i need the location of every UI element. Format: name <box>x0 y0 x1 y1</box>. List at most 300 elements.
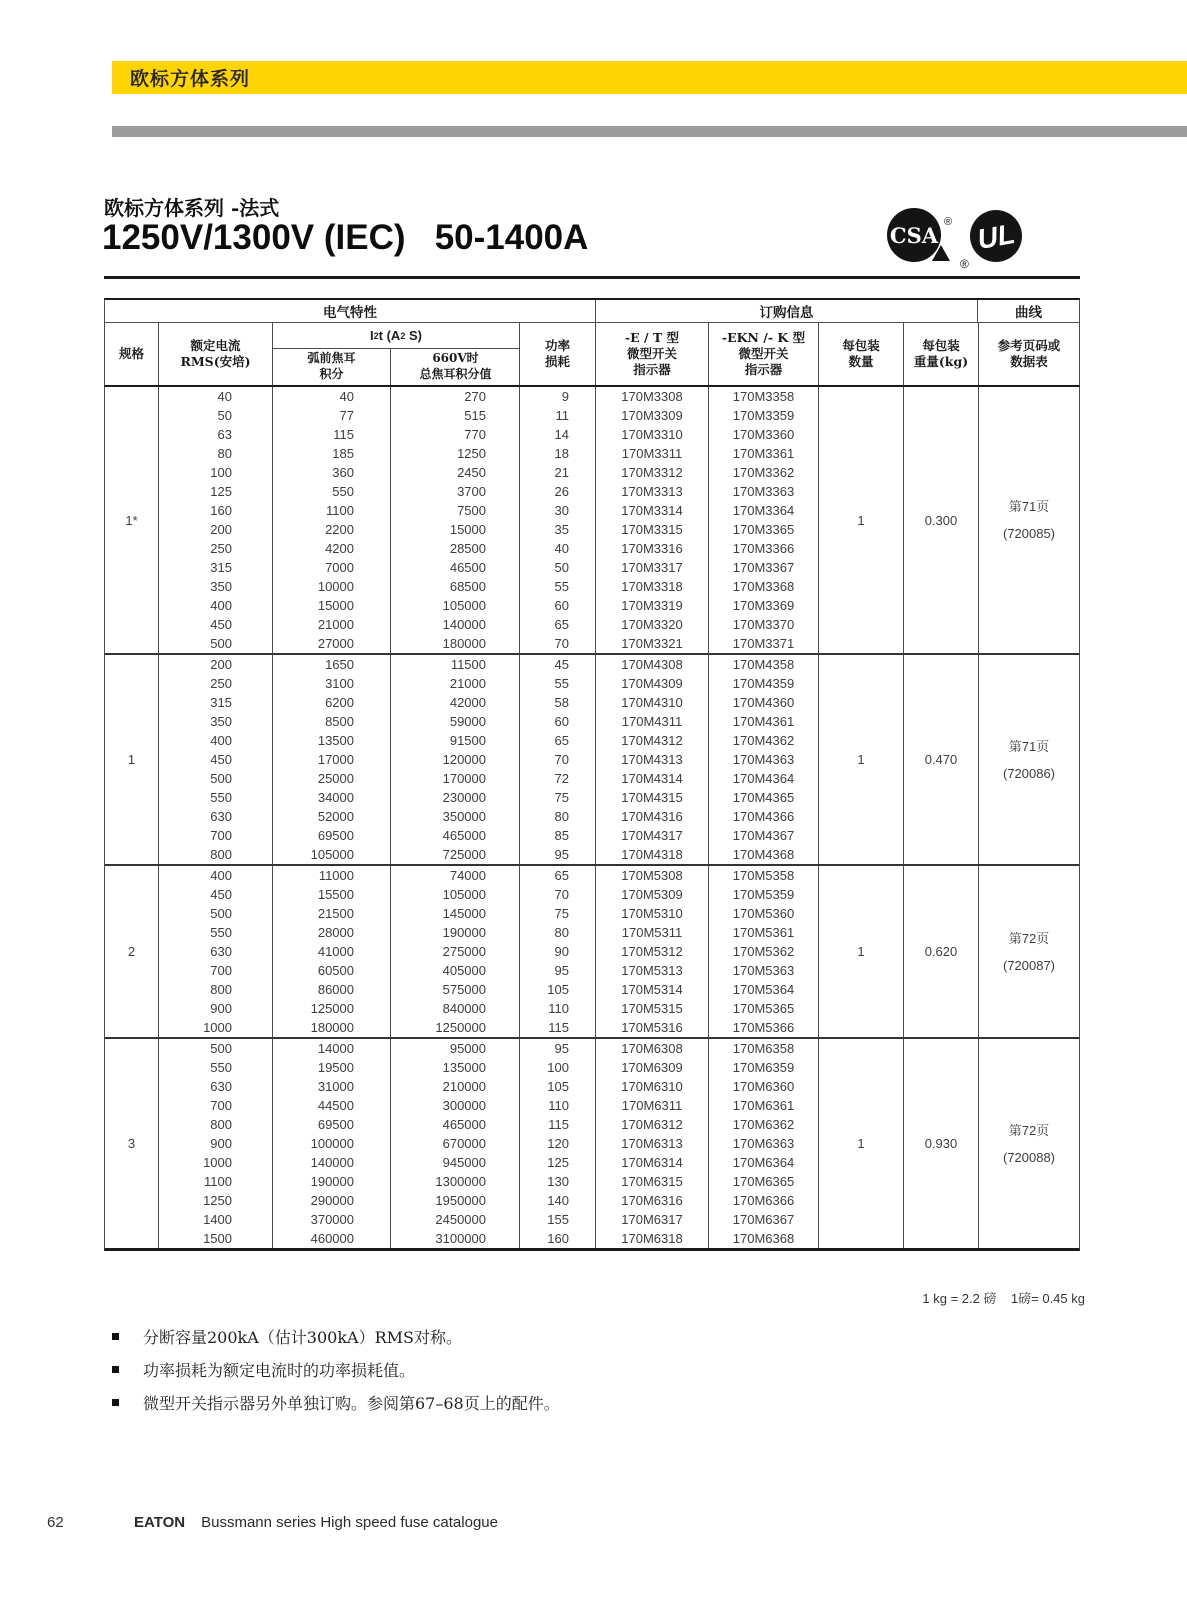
table-band-row <box>105 300 1079 323</box>
power-loss: 70 <box>520 750 596 769</box>
part-number-et: 170M4318 <box>596 845 709 864</box>
rated-current: 630 <box>159 942 273 961</box>
power-loss: 115 <box>520 1115 596 1134</box>
brand-name: EATON <box>134 1514 186 1531</box>
part-number-ekn: 170M3361 <box>709 444 819 463</box>
total-i2t-660v: 515 <box>391 406 520 425</box>
prearc-i2t: 52000 <box>273 807 391 826</box>
total-i2t-660v: 21000 <box>391 674 520 693</box>
rated-current: 1500 <box>159 1229 273 1248</box>
total-i2t-660v: 180000 <box>391 634 520 653</box>
total-i2t-660v: 2450 <box>391 463 520 482</box>
ul-registered-mark: ® <box>960 257 969 271</box>
ref-code: (720085) <box>1002 526 1056 541</box>
power-loss: 105 <box>520 980 596 999</box>
prearc-i2t: 69500 <box>273 826 391 845</box>
part-number-ekn: 170M4361 <box>709 712 819 731</box>
power-loss: 125 <box>520 1153 596 1172</box>
power-loss: 130 <box>520 1172 596 1191</box>
power-loss: 65 <box>520 866 596 885</box>
part-number-et: 170M5311 <box>596 923 709 942</box>
part-number-ekn: 170M6360 <box>709 1077 819 1096</box>
power-loss: 115 <box>520 1018 596 1037</box>
prearc-i2t: 370000 <box>273 1210 391 1229</box>
total-i2t-660v: 68500 <box>391 577 520 596</box>
power-loss: 30 <box>520 501 596 520</box>
power-loss: 65 <box>520 731 596 750</box>
total-i2t-660v: 15000 <box>391 520 520 539</box>
part-number-et: 170M6312 <box>596 1115 709 1134</box>
part-number-et: 170M3309 <box>596 406 709 425</box>
part-number-ekn: 170M3362 <box>709 463 819 482</box>
part-number-ekn: 170M3358 <box>709 387 819 406</box>
part-number-ekn: 170M4366 <box>709 807 819 826</box>
band-curves: 曲线 <box>1015 305 1042 321</box>
rated-current: 80 <box>159 444 273 463</box>
rated-current: 550 <box>159 923 273 942</box>
ref-page-cell <box>979 387 1079 653</box>
total-i2t-660v: 3700 <box>391 482 520 501</box>
ref-page-cell <box>979 655 1079 864</box>
part-number-ekn: 170M5358 <box>709 866 819 885</box>
prearc-i2t: 190000 <box>273 1172 391 1191</box>
power-loss: 95 <box>520 845 596 864</box>
part-number-et: 170M5309 <box>596 885 709 904</box>
total-i2t-660v: 465000 <box>391 826 520 845</box>
power-loss: 60 <box>520 712 596 731</box>
prearc-i2t: 105000 <box>273 845 391 864</box>
total-i2t-660v: 1250 <box>391 444 520 463</box>
part-number-et: 170M4314 <box>596 769 709 788</box>
rated-current: 400 <box>159 596 273 615</box>
part-number-ekn: 170M6361 <box>709 1096 819 1115</box>
part-number-ekn: 170M3360 <box>709 425 819 444</box>
ref-code: (720087) <box>1002 957 1056 973</box>
pack-qty-value: 1 <box>819 387 904 653</box>
prearc-i2t: 25000 <box>273 769 391 788</box>
col-pack-weight: 每包装 重量(kg) <box>904 323 979 385</box>
power-loss: 26 <box>520 482 596 501</box>
part-number-ekn: 170M4360 <box>709 693 819 712</box>
rated-current: 1100 <box>159 1172 273 1191</box>
prearc-i2t: 10000 <box>273 577 391 596</box>
power-loss: 35 <box>520 520 596 539</box>
part-number-et: 170M3319 <box>596 596 709 615</box>
part-number-ekn: 170M6367 <box>709 1210 819 1229</box>
rated-current: 1000 <box>159 1018 273 1037</box>
part-number-et: 170M5312 <box>596 942 709 961</box>
total-i2t-660v: 105000 <box>391 596 520 615</box>
part-number-et: 170M3316 <box>596 539 709 558</box>
rated-current: 50 <box>159 406 273 425</box>
total-i2t-660v: 1300000 <box>391 1172 520 1191</box>
power-loss: 90 <box>520 942 596 961</box>
rated-current: 800 <box>159 845 273 864</box>
power-loss: 100 <box>520 1058 596 1077</box>
total-i2t-660v: 145000 <box>391 904 520 923</box>
power-loss: 110 <box>520 1096 596 1115</box>
csa-certification-icon <box>884 203 956 276</box>
rated-current: 100 <box>159 463 273 482</box>
part-number-et: 170M6318 <box>596 1229 709 1248</box>
part-number-et: 170M6314 <box>596 1153 709 1172</box>
total-i2t-660v: 170000 <box>391 769 520 788</box>
total-i2t-660v: 3100000 <box>391 1229 520 1248</box>
part-number-ekn: 170M6364 <box>709 1153 819 1172</box>
prearc-i2t: 360 <box>273 463 391 482</box>
part-number-ekn: 170M5360 <box>709 904 819 923</box>
ref-page: 第72页 <box>1008 1122 1050 1138</box>
rated-current: 800 <box>159 980 273 999</box>
prearc-i2t: 27000 <box>273 634 391 653</box>
footnote-item <box>112 1353 560 1386</box>
ref-page: 第72页 <box>1008 930 1050 946</box>
power-loss: 80 <box>520 923 596 942</box>
part-number-ekn: 170M5365 <box>709 999 819 1018</box>
prearc-i2t: 460000 <box>273 1229 391 1248</box>
part-number-ekn: 170M4363 <box>709 750 819 769</box>
prearc-i2t: 77 <box>273 406 391 425</box>
part-number-ekn: 170M3370 <box>709 615 819 634</box>
prearc-i2t: 185 <box>273 444 391 463</box>
total-i2t-660v: 840000 <box>391 999 520 1018</box>
prearc-i2t: 40 <box>273 387 391 406</box>
table-header <box>104 298 1080 387</box>
square-bullet-icon <box>112 1333 119 1340</box>
catalogue-name: Bussmann series High speed fuse catalogue <box>201 1514 498 1531</box>
col-i2t <box>273 323 520 385</box>
part-number-et: 170M6316 <box>596 1191 709 1210</box>
prearc-i2t: 21500 <box>273 904 391 923</box>
power-loss: 40 <box>520 539 596 558</box>
part-number-et: 170M4313 <box>596 750 709 769</box>
square-bullet-icon <box>112 1366 119 1373</box>
ul-logo-text: UL <box>975 217 1018 255</box>
part-number-ekn: 170M4358 <box>709 655 819 674</box>
rated-current: 200 <box>159 655 273 674</box>
prearc-i2t: 180000 <box>273 1018 391 1037</box>
part-number-ekn: 170M3363 <box>709 482 819 501</box>
prearc-i2t: 125000 <box>273 999 391 1018</box>
part-number-et: 170M3317 <box>596 558 709 577</box>
rated-current: 550 <box>159 1058 273 1077</box>
spec-group-3 <box>105 1037 1079 1248</box>
rated-current: 63 <box>159 425 273 444</box>
power-loss: 75 <box>520 788 596 807</box>
spec-group-1 <box>105 653 1079 864</box>
part-number-et: 170M5310 <box>596 904 709 923</box>
power-loss: 21 <box>520 463 596 482</box>
part-number-ekn: 170M4359 <box>709 674 819 693</box>
rated-current: 550 <box>159 788 273 807</box>
ref-page-cell <box>979 1039 1079 1248</box>
prearc-i2t: 17000 <box>273 750 391 769</box>
rated-current: 500 <box>159 1039 273 1058</box>
total-i2t-660v: 42000 <box>391 693 520 712</box>
pack-qty-value: 1 <box>819 655 904 864</box>
total-i2t-660v: 405000 <box>391 961 520 980</box>
ref-page: 第71页 <box>1008 499 1050 514</box>
power-loss: 70 <box>520 885 596 904</box>
power-loss: 120 <box>520 1134 596 1153</box>
part-number-et: 170M4317 <box>596 826 709 845</box>
total-i2t-660v: 140000 <box>391 615 520 634</box>
pack-weight-value: 0.300 <box>904 387 979 653</box>
total-i2t-660v: 95000 <box>391 1039 520 1058</box>
band-electrical: 电气特性 <box>105 300 596 322</box>
total-i2t-660v: 1250000 <box>391 1018 520 1037</box>
power-loss: 9 <box>520 387 596 406</box>
total-i2t-660v: 275000 <box>391 942 520 961</box>
power-loss: 160 <box>520 1229 596 1248</box>
prearc-i2t: 31000 <box>273 1077 391 1096</box>
total-i2t-660v: 725000 <box>391 845 520 864</box>
pack-qty-value: 1 <box>819 866 904 1037</box>
rated-current: 400 <box>159 731 273 750</box>
spec-label: 1* <box>105 387 159 653</box>
table-subheader-row <box>105 323 1079 385</box>
prearc-i2t: 2200 <box>273 520 391 539</box>
part-number-ekn: 170M4364 <box>709 769 819 788</box>
csa-logo-text: CSA <box>889 223 939 248</box>
part-number-ekn: 170M3368 <box>709 577 819 596</box>
col-power-loss: 功率 损耗 <box>520 323 596 385</box>
rated-current: 450 <box>159 750 273 769</box>
prearc-i2t: 60500 <box>273 961 391 980</box>
prearc-i2t: 41000 <box>273 942 391 961</box>
part-number-et: 170M4316 <box>596 807 709 826</box>
pack-weight-value: 0.620 <box>904 866 979 1037</box>
pack-qty-value: 1 <box>819 1039 904 1248</box>
part-number-ekn: 170M5364 <box>709 980 819 999</box>
prearc-i2t: 7000 <box>273 558 391 577</box>
csa-registered-mark: ® <box>944 216 953 228</box>
page-number: 62 <box>47 1514 64 1531</box>
col-total-660v: 660V时 总焦耳积分值 <box>419 351 492 381</box>
total-i2t-660v: 350000 <box>391 807 520 826</box>
part-number-ekn: 170M3371 <box>709 634 819 653</box>
part-number-ekn: 170M6363 <box>709 1134 819 1153</box>
table-body <box>104 387 1080 1251</box>
part-number-ekn: 170M3366 <box>709 539 819 558</box>
col-spec: 规格 <box>105 323 159 385</box>
total-i2t-660v: 46500 <box>391 558 520 577</box>
power-loss: 105 <box>520 1077 596 1096</box>
part-number-et: 170M3308 <box>596 387 709 406</box>
rated-current: 250 <box>159 674 273 693</box>
col-pack-qty: 每包装 数量 <box>819 323 904 385</box>
part-number-ekn: 170M3364 <box>709 501 819 520</box>
rated-current: 450 <box>159 615 273 634</box>
prearc-i2t: 15500 <box>273 885 391 904</box>
prearc-i2t: 14000 <box>273 1039 391 1058</box>
prearc-i2t: 8500 <box>273 712 391 731</box>
rated-current: 500 <box>159 769 273 788</box>
part-number-et: 170M4315 <box>596 788 709 807</box>
part-number-et: 170M3315 <box>596 520 709 539</box>
spec-group-2 <box>105 864 1079 1037</box>
total-i2t-660v: 770 <box>391 425 520 444</box>
rated-current: 500 <box>159 904 273 923</box>
pack-weight-value: 0.930 <box>904 1039 979 1248</box>
total-i2t-660v: 190000 <box>391 923 520 942</box>
i2t-label: I 2 t (A 2 S) <box>273 323 519 349</box>
part-number-et: 170M5315 <box>596 999 709 1018</box>
part-number-et: 170M4311 <box>596 712 709 731</box>
series-banner-title: 欧标方体系列 <box>130 69 251 90</box>
band-ordering: 订购信息 <box>596 300 978 322</box>
part-number-ekn: 170M6358 <box>709 1039 819 1058</box>
col-rated-current: 额定电流 RMS(安培) <box>159 323 273 385</box>
part-number-ekn: 170M6368 <box>709 1229 819 1248</box>
power-loss: 75 <box>520 904 596 923</box>
rated-current: 350 <box>159 712 273 731</box>
part-number-ekn: 170M4365 <box>709 788 819 807</box>
power-loss: 14 <box>520 425 596 444</box>
prearc-i2t: 140000 <box>273 1153 391 1172</box>
rated-current: 500 <box>159 634 273 653</box>
total-i2t-660v: 575000 <box>391 980 520 999</box>
part-number-et: 170M6317 <box>596 1210 709 1229</box>
part-number-ekn: 170M5362 <box>709 942 819 961</box>
ref-code: (720088) <box>1002 1149 1056 1165</box>
rated-current: 315 <box>159 558 273 577</box>
footnote-text: 功率损耗为额定电流时的功率损耗值。 <box>143 1361 416 1380</box>
prearc-i2t: 1650 <box>273 655 391 674</box>
power-loss: 70 <box>520 634 596 653</box>
part-number-ekn: 170M4362 <box>709 731 819 750</box>
power-loss: 18 <box>520 444 596 463</box>
power-loss: 55 <box>520 674 596 693</box>
rated-current: 400 <box>159 866 273 885</box>
part-number-et: 170M6308 <box>596 1039 709 1058</box>
total-i2t-660v: 1950000 <box>391 1191 520 1210</box>
spec-label: 1 <box>105 655 159 864</box>
total-i2t-660v: 74000 <box>391 866 520 885</box>
total-i2t-660v: 300000 <box>391 1096 520 1115</box>
power-loss: 65 <box>520 615 596 634</box>
power-loss: 95 <box>520 961 596 980</box>
part-number-ekn: 170M3367 <box>709 558 819 577</box>
part-number-et: 170M5313 <box>596 961 709 980</box>
footnotes-list <box>112 1320 560 1419</box>
part-number-ekn: 170M6362 <box>709 1115 819 1134</box>
part-number-et: 170M3321 <box>596 634 709 653</box>
rated-current: 700 <box>159 1096 273 1115</box>
page-title: 1250V/1300V (IEC) 50-1400A <box>102 218 589 257</box>
prearc-i2t: 44500 <box>273 1096 391 1115</box>
spec-label: 3 <box>105 1039 159 1248</box>
rated-current: 700 <box>159 961 273 980</box>
total-i2t-660v: 120000 <box>391 750 520 769</box>
part-number-et: 170M4312 <box>596 731 709 750</box>
rated-current: 1250 <box>159 1191 273 1210</box>
part-number-ekn: 170M6366 <box>709 1191 819 1210</box>
spec-group-1* <box>105 387 1079 653</box>
total-i2t-660v: 230000 <box>391 788 520 807</box>
gray-divider-bar <box>112 126 1187 137</box>
part-number-et: 170M5316 <box>596 1018 709 1037</box>
rated-current: 350 <box>159 577 273 596</box>
power-loss: 155 <box>520 1210 596 1229</box>
prearc-i2t: 13500 <box>273 731 391 750</box>
prearc-i2t: 1100 <box>273 501 391 520</box>
prearc-i2t: 100000 <box>273 1134 391 1153</box>
total-i2t-660v: 11500 <box>391 655 520 674</box>
part-number-et: 170M4308 <box>596 655 709 674</box>
part-number-et: 170M3314 <box>596 501 709 520</box>
rated-current: 900 <box>159 1134 273 1153</box>
power-loss: 110 <box>520 999 596 1018</box>
total-i2t-660v: 135000 <box>391 1058 520 1077</box>
part-number-ekn: 170M6365 <box>709 1172 819 1191</box>
total-i2t-660v: 670000 <box>391 1134 520 1153</box>
rated-current: 630 <box>159 1077 273 1096</box>
prearc-i2t: 290000 <box>273 1191 391 1210</box>
power-loss: 11 <box>520 406 596 425</box>
total-i2t-660v: 28500 <box>391 539 520 558</box>
rated-current: 800 <box>159 1115 273 1134</box>
prearc-i2t: 115 <box>273 425 391 444</box>
rated-current: 700 <box>159 826 273 845</box>
ref-page-cell <box>979 866 1079 1037</box>
prearc-i2t: 28000 <box>273 923 391 942</box>
total-i2t-660v: 105000 <box>391 885 520 904</box>
total-i2t-660v: 7500 <box>391 501 520 520</box>
col-indicator-et: -E / T 型 微型开关 指示器 <box>596 323 709 385</box>
rated-current: 250 <box>159 539 273 558</box>
part-number-ekn: 170M3365 <box>709 520 819 539</box>
total-i2t-660v: 270 <box>391 387 520 406</box>
part-number-et: 170M3312 <box>596 463 709 482</box>
ul-certification-icon <box>958 208 1028 281</box>
col-prearc: 弧前焦耳 积分 <box>273 349 391 385</box>
power-loss: 58 <box>520 693 596 712</box>
part-number-ekn: 170M3369 <box>709 596 819 615</box>
part-number-et: 170M3318 <box>596 577 709 596</box>
total-i2t-660v: 2450000 <box>391 1210 520 1229</box>
part-number-ekn: 170M4368 <box>709 845 819 864</box>
power-loss: 140 <box>520 1191 596 1210</box>
part-number-ekn: 170M5366 <box>709 1018 819 1037</box>
series-banner <box>112 61 1187 94</box>
total-i2t-660v: 465000 <box>391 1115 520 1134</box>
power-loss: 55 <box>520 577 596 596</box>
footnote-text: 分断容量200kA（估计300kA）RMS对称。 <box>143 1328 462 1347</box>
part-number-et: 170M6309 <box>596 1058 709 1077</box>
prearc-i2t: 21000 <box>273 615 391 634</box>
rated-current: 450 <box>159 885 273 904</box>
rated-current: 160 <box>159 501 273 520</box>
part-number-et: 170M6310 <box>596 1077 709 1096</box>
power-loss: 95 <box>520 1039 596 1058</box>
spec-label: 2 <box>105 866 159 1037</box>
rated-current: 900 <box>159 999 273 1018</box>
footnote-item <box>112 1320 560 1353</box>
part-number-et: 170M5314 <box>596 980 709 999</box>
part-number-et: 170M3310 <box>596 425 709 444</box>
series-subtitle: 欧标方体系列 -法式 <box>104 196 280 220</box>
col-indicator-ekn: -EKN /- K 型 微型开关 指示器 <box>709 323 819 385</box>
fuse-data-table <box>104 298 1080 1251</box>
pack-weight-value: 0.470 <box>904 655 979 864</box>
prearc-i2t: 69500 <box>273 1115 391 1134</box>
part-number-et: 170M3313 <box>596 482 709 501</box>
part-number-ekn: 170M5363 <box>709 961 819 980</box>
rated-current: 1000 <box>159 1153 273 1172</box>
rated-current: 200 <box>159 520 273 539</box>
rated-current: 630 <box>159 807 273 826</box>
